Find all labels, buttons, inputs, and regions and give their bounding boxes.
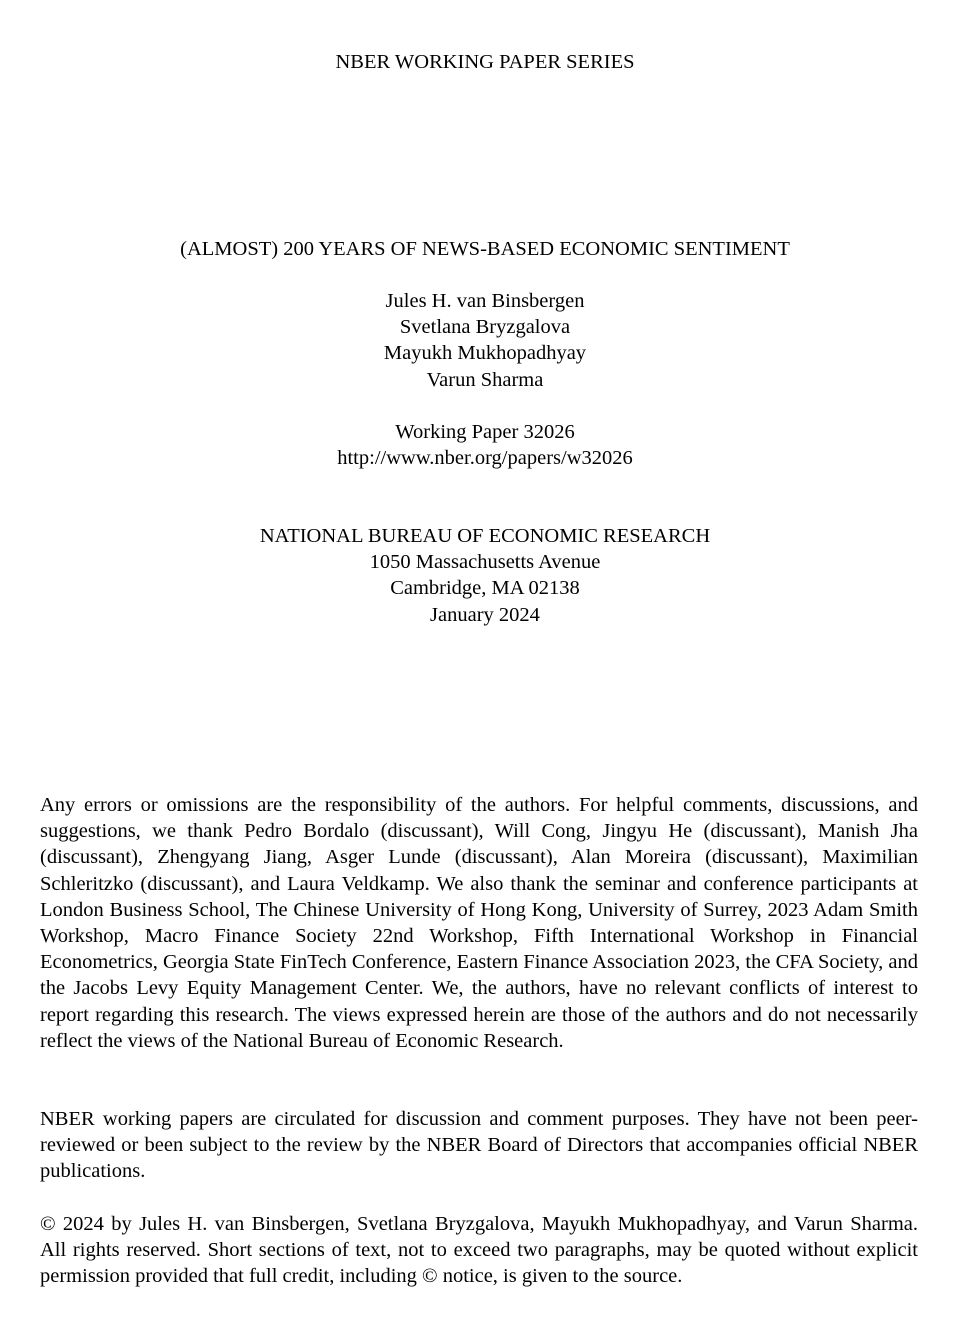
series-header: NBER WORKING PAPER SERIES [335,51,635,73]
organization-city: Cambridge, MA 02138 [390,577,580,600]
paper-title: (ALMOST) 200 YEARS OF NEWS-BASED ECONOMIC SENTIMENT [180,238,790,260]
publication-date: January 2024 [430,603,540,626]
author-list [0,288,970,393]
copyright-paragraph: © 2024 by Jules H. van Binsbergen, Svetlana Bryzgalova, Mayukh Mukhopadhyay, and Varun Sharma. All rights reserved. Short sections of text, not to exceed two paragraphs, may be quoted without explicit permission provided that full credit, including © notice, is given to the source. [40,1213,918,1288]
paper-info [0,419,970,471]
organization-street: 1050 Massachusetts Avenue [369,551,601,574]
author-name: Varun Sharma [426,368,544,391]
organization-block [0,523,970,628]
organization-name: NATIONAL BUREAU OF ECONOMIC RESEARCH [259,525,711,547]
paper-url[interactable]: http://www.nber.org/papers/w32026 [337,447,633,470]
disclaimer-paragraph: NBER working papers are circulated for discussion and comment purposes. They have not been peer-reviewed or been subject to the review by the NBER Board of Directors that accompanies official NBER publications. [40,1108,918,1183]
author-name: Jules H. van Binsbergen [385,290,585,312]
working-paper-number: Working Paper 32026 [395,421,575,443]
acknowledgments-paragraph: Any errors or omissions are the responsibility of the authors. For helpful comments, discussions, and suggestions, we thank Pedro Bordalo (discussant), Will Cong, Jingyu He (discussant), Manish Jha (discussant), Zhengyang Jiang, Asger Lunde (discussant), Alan Moreira (discussant), Maximilian Schleritzko (discussant), and Laura Veldkamp. We also thank the seminar and conference participants at London Business School, The Chinese University of Hong Kong, University of Surrey, 2023 Adam Smith Workshop, Macro Finance Society 22nd Workshop, Fifth International Workshop in Financial Econometrics, Georgia State FinTech Conference, Eastern Finance Association 2023, the CFA Society, and the Jacobs Levy Equity Management Center. We, the authors, have no relevant conflicts of interest to report regarding this research. The views expressed herein are those of the authors and do not necessarily reflect the views of the National Bureau of Economic Research. [40,794,918,1052]
author-name: Svetlana Bryzgalova [399,316,571,339]
author-name: Mayukh Mukhopadhyay [383,342,587,365]
